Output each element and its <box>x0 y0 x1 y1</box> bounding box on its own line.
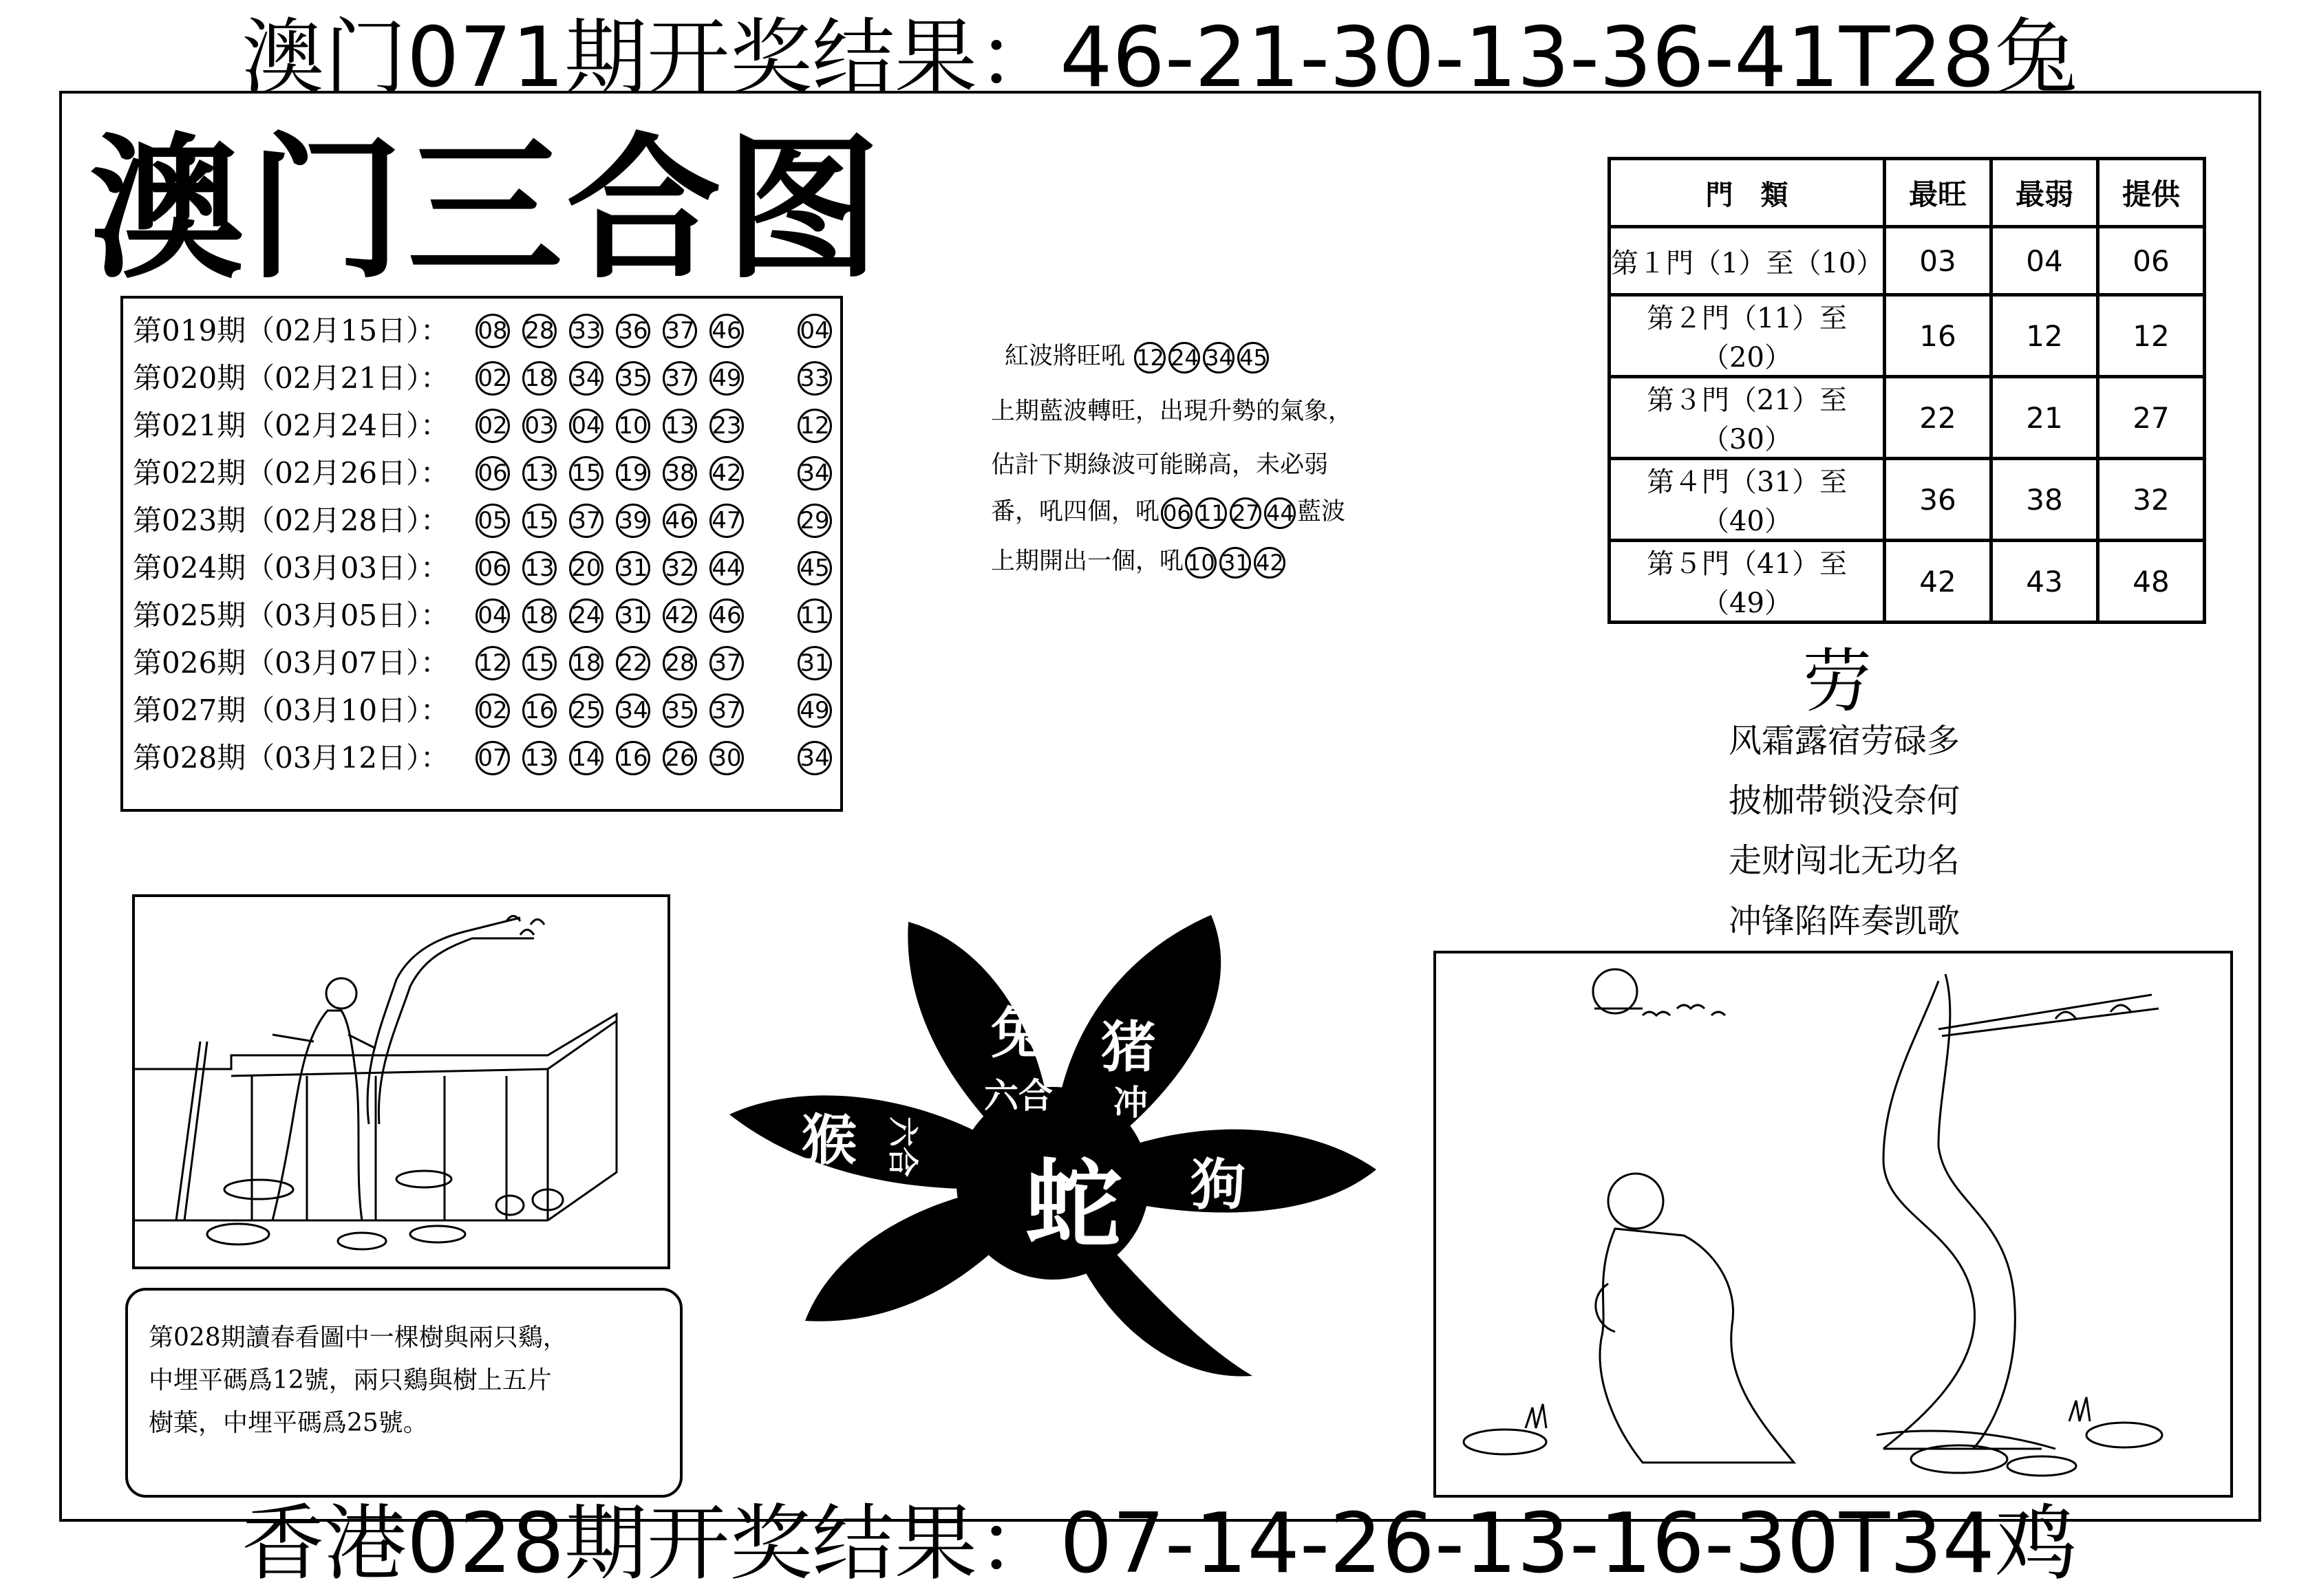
history-ball: 46 <box>663 504 697 538</box>
history-ball: 15 <box>522 646 557 680</box>
hint-note-line: 樹葉，中埋平碼爲25號。 <box>149 1409 428 1437</box>
history-ball: 19 <box>616 456 650 490</box>
history-ball: 33 <box>569 314 603 348</box>
history-ball: 12 <box>475 646 510 680</box>
history-row <box>133 310 835 352</box>
door-table <box>1607 157 2206 624</box>
door-row-label: 第２門（11）至（20） <box>1610 295 1885 377</box>
history-ball: 13 <box>522 741 557 775</box>
history-ball: 02 <box>475 409 510 443</box>
history-row-label: 第022期（02月26日）： <box>133 456 450 490</box>
door-row <box>1610 227 2205 295</box>
history-row-label: 第023期（02月28日）： <box>133 504 450 537</box>
door-header-cell: 門 類 <box>1610 159 1885 227</box>
history-row <box>133 499 835 542</box>
history-row <box>133 642 835 684</box>
zodiac-pig-sub: 冲 <box>1113 1083 1148 1123</box>
man-tree-drawing <box>135 897 667 1266</box>
analysis-line-1-text: 紅波將旺吼 <box>1005 343 1126 370</box>
history-row <box>133 405 835 447</box>
history-ball: 03 <box>522 409 557 443</box>
door-value-cell: 38 <box>1991 459 2098 541</box>
door-value-cell: 43 <box>1991 541 2098 623</box>
history-row <box>133 594 835 637</box>
door-row <box>1610 459 2205 541</box>
history-ball: 06 <box>475 456 510 490</box>
history-row <box>133 689 835 732</box>
top-result-title: 澳门071期开奖结果：46-21-30-13-36-41T28兔 <box>242 10 2077 106</box>
history-ball: 28 <box>663 646 697 680</box>
history-ball: 32 <box>663 551 697 585</box>
history-ball: 26 <box>663 741 697 775</box>
zodiac-pig: 猪 <box>1101 1015 1156 1079</box>
zodiac-monkey: 猴 <box>802 1108 857 1172</box>
analysis-ball: 06 <box>1161 497 1193 529</box>
history-ball: 44 <box>709 551 744 585</box>
history-ball: 22 <box>616 646 650 680</box>
page-title: 澳门三合图 <box>89 120 884 300</box>
door-row-label: 第１門（1）至（10） <box>1610 227 1885 295</box>
history-row-label: 第028期（03月12日）： <box>133 741 450 775</box>
door-row <box>1610 377 2205 459</box>
history-special-ball: 49 <box>798 693 832 728</box>
history-ball: 06 <box>475 551 510 585</box>
zodiac-monkey-sub-group <box>885 1117 920 1177</box>
left-illustration <box>132 894 670 1269</box>
analysis-ball: 11 <box>1195 497 1227 529</box>
door-row-label: 第４門（31）至（40） <box>1610 459 1885 541</box>
door-value-cell: 04 <box>1991 227 2098 295</box>
door-value-cell: 27 <box>2098 377 2205 459</box>
woman-tree-drawing <box>1436 953 2230 1495</box>
analysis-ball: 42 <box>1254 547 1285 579</box>
poem-line: 冲锋陷阵奏凯歌 <box>1729 902 1960 940</box>
door-value-cell: 22 <box>1885 377 1991 459</box>
history-ball: 24 <box>569 598 603 633</box>
history-row <box>133 452 835 495</box>
zodiac-snake-center: 蛇 <box>1025 1150 1122 1262</box>
analysis-ball: 27 <box>1230 497 1261 529</box>
history-special-ball: 04 <box>798 314 832 348</box>
door-value-cell: 12 <box>2098 295 2205 377</box>
history-ball: 07 <box>475 741 510 775</box>
history-ball: 46 <box>709 598 744 633</box>
hint-note-line: 第028期讀春看圖中一棵樹與兩只鷄， <box>149 1324 568 1352</box>
history-ball: 16 <box>522 693 557 728</box>
analysis-ball: 24 <box>1168 342 1200 374</box>
history-ball: 13 <box>522 456 557 490</box>
door-header-cell: 最旺 <box>1885 159 1991 227</box>
history-row-label: 第019期（02月15日）： <box>133 314 450 347</box>
hint-note-line: 中埋平碼爲12號，兩只鷄與樹上五片 <box>149 1366 552 1394</box>
history-ball: 37 <box>663 361 697 396</box>
analysis-ball: 34 <box>1203 342 1235 374</box>
door-value-cell: 16 <box>1885 295 1991 377</box>
analysis-ball: 31 <box>1219 547 1251 579</box>
history-ball: 08 <box>475 314 510 348</box>
door-row <box>1610 541 2205 623</box>
history-ball: 31 <box>616 551 650 585</box>
door-row <box>1610 295 2205 377</box>
history-ball: 31 <box>616 598 650 633</box>
analysis-line-1 <box>1005 337 1270 374</box>
history-ball: 30 <box>709 741 744 775</box>
history-ball: 15 <box>522 504 557 538</box>
bottom-result-title: 香港028期开奖结果：07-14-26-13-16-30T34鸡 <box>242 1496 2077 1592</box>
door-value-cell: 32 <box>2098 459 2205 541</box>
poem-line: 风霜露宿劳碌多 <box>1729 722 1960 760</box>
history-ball: 10 <box>616 409 650 443</box>
history-special-ball: 11 <box>798 598 832 633</box>
analysis-ball: 12 <box>1134 342 1166 374</box>
analysis-line-4-text: 番，吼四個，吼 <box>991 498 1160 526</box>
history-ball: 02 <box>475 361 510 396</box>
history-ball: 37 <box>663 314 697 348</box>
poem-line: 披枷带锁没奈何 <box>1729 781 1960 820</box>
poem-line: 走财闯北无功名 <box>1729 841 1960 880</box>
history-row-label: 第021期（02月24日）： <box>133 409 450 442</box>
history-row-label: 第024期（03月03日）： <box>133 551 450 585</box>
history-ball: 04 <box>475 598 510 633</box>
history-ball: 05 <box>475 504 510 538</box>
history-row <box>133 737 835 779</box>
history-ball: 39 <box>616 504 650 538</box>
history-row <box>133 547 835 590</box>
history-row-label: 第026期（03月07日）： <box>133 646 450 680</box>
zodiac-flower <box>716 894 1390 1445</box>
history-ball: 46 <box>709 314 744 348</box>
analysis-line-5-text: 上期開出一個，吼 <box>991 548 1184 575</box>
history-ball: 37 <box>569 504 603 538</box>
analysis-ball: 44 <box>1264 497 1296 529</box>
zodiac-monkey-sub: 六合 <box>885 1117 920 1177</box>
hint-note <box>125 1288 683 1498</box>
history-ball: 16 <box>616 741 650 775</box>
history-ball: 23 <box>709 409 744 443</box>
door-value-cell: 42 <box>1885 541 1991 623</box>
analysis-line-5 <box>991 542 1287 579</box>
history-row <box>133 357 835 400</box>
door-value-cell: 48 <box>2098 541 2205 623</box>
zodiac-dog: 狗 <box>1190 1153 1246 1217</box>
analysis-line-4-suffix: 藍波 <box>1297 498 1346 526</box>
door-value-cell: 21 <box>1991 377 2098 459</box>
door-header-cell: 最弱 <box>1991 159 2098 227</box>
analysis-ball: 10 <box>1185 547 1217 579</box>
history-ball: 49 <box>709 361 744 396</box>
analysis-line-3: 估計下期綠波可能睇高，未必弱 <box>991 451 1329 479</box>
door-table-header <box>1610 159 2205 227</box>
right-illustration <box>1433 951 2233 1498</box>
history-special-ball: 12 <box>798 409 832 443</box>
history-ball: 18 <box>569 646 603 680</box>
history-table <box>120 296 843 812</box>
history-ball: 18 <box>522 598 557 633</box>
door-value-cell: 36 <box>1885 459 1991 541</box>
history-special-ball: 34 <box>798 741 832 775</box>
history-ball: 42 <box>663 598 697 633</box>
history-ball: 15 <box>569 456 603 490</box>
history-ball: 42 <box>709 456 744 490</box>
analysis-ball: 45 <box>1237 342 1269 374</box>
history-row-label: 第027期（03月10日）： <box>133 693 450 727</box>
history-row-label: 第025期（03月05日）： <box>133 598 450 632</box>
analysis-line-2: 上期藍波轉旺，出現升勢的氣象， <box>991 398 1353 425</box>
door-row-label: 第３門（21）至（30） <box>1610 377 1885 459</box>
history-special-ball: 33 <box>798 361 832 396</box>
history-ball: 02 <box>475 693 510 728</box>
zodiac-rabbit-sub: 六合 <box>984 1076 1053 1116</box>
history-ball: 14 <box>569 741 603 775</box>
history-ball: 35 <box>663 693 697 728</box>
history-special-ball: 34 <box>798 456 832 490</box>
history-ball: 04 <box>569 409 603 443</box>
history-ball: 36 <box>616 314 650 348</box>
history-special-ball: 31 <box>798 646 832 680</box>
history-ball: 38 <box>663 456 697 490</box>
history-ball: 25 <box>569 693 603 728</box>
history-ball: 34 <box>569 361 603 396</box>
door-value-cell: 06 <box>2098 227 2205 295</box>
door-row-label: 第５門（41）至（49） <box>1610 541 1885 623</box>
history-ball: 18 <box>522 361 557 396</box>
history-row-label: 第020期（02月21日）： <box>133 361 450 395</box>
door-header-cell: 提供 <box>2098 159 2205 227</box>
poem-title: 劳 <box>1803 641 1872 722</box>
history-ball: 34 <box>616 693 650 728</box>
history-ball: 37 <box>709 693 744 728</box>
history-special-ball: 29 <box>798 504 832 538</box>
door-value-cell: 03 <box>1885 227 1991 295</box>
door-value-cell: 12 <box>1991 295 2098 377</box>
history-ball: 13 <box>663 409 697 443</box>
history-ball: 20 <box>569 551 603 585</box>
analysis-line-4 <box>991 493 1345 529</box>
history-ball: 13 <box>522 551 557 585</box>
history-ball: 28 <box>522 314 557 348</box>
history-ball: 37 <box>709 646 744 680</box>
history-ball: 47 <box>709 504 744 538</box>
history-ball: 35 <box>616 361 650 396</box>
zodiac-rabbit: 兔 <box>991 1002 1046 1066</box>
history-special-ball: 45 <box>798 551 832 585</box>
